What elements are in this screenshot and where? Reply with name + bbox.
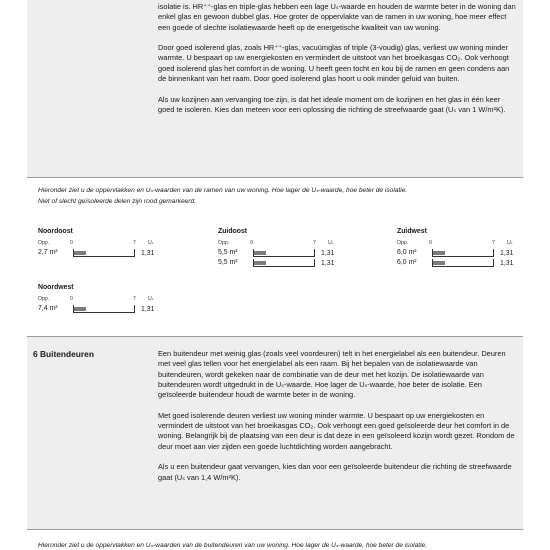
u-value-bar-fill <box>74 307 86 311</box>
u-value-bar-fill <box>433 251 445 255</box>
scale-u-label: Uₛ <box>507 240 513 246</box>
window-group-zuidwest <box>397 228 527 268</box>
scale-u-label: Uₛ <box>328 240 334 246</box>
window-scale <box>218 239 348 249</box>
scale-min: 0 <box>429 240 432 246</box>
window-u-value: 1,31 <box>321 259 335 267</box>
window-measurement-row <box>38 305 168 315</box>
window-area: 5,5 m² <box>218 258 238 266</box>
scale-label: Opp. <box>218 240 230 246</box>
windows-panel-intro <box>38 186 518 207</box>
scale-min: 0 <box>70 296 73 302</box>
windows-paragraph: isolatie is. HR⁺⁺-glas en triple-glas hebben een lage Uₛ-waarde en houden de warmte beter in de woning dan enkel glas en gewoon dubbel glas. Hoe groter de oppervlakte van de ramen in uw woning, hoe meer effect een goede of slechte isolatiewaarde heeft op de energetische kwaliteit van uw woning. <box>158 2 516 32</box>
u-value-bar <box>432 249 494 257</box>
u-value-bar-fill <box>74 251 86 255</box>
window-measurement-row <box>38 249 168 259</box>
window-measurement-row <box>397 249 527 259</box>
doors-paragraph: Een buitendeur met weinig glas (zoals veel voordeuren) telt in het energielabel als een buitendeur. Deuren met veel glas tellen voor het energielabel als een raam. Bij het bepalen van de isolatiewaarde van buitendeuren, wordt gekeken naar de combinatie van de deur met het kozijn. De isolatiewaarde van buitendeuren wordt uitgedrukt in de Uₛ-waarde. Hoe lager de Uₛ-waarde, hoe beter de isolatie. Een geïsoleerde buitendeur houdt de warmte beter in de woning. <box>158 349 506 400</box>
window-u-value: 1,31 <box>500 259 514 267</box>
scale-max: 7 <box>492 240 495 246</box>
u-value-bar <box>73 305 135 313</box>
window-area: 2,7 m² <box>38 249 58 256</box>
windows-section-text <box>158 2 518 115</box>
scale-min: 0 <box>70 240 73 246</box>
scale-max: 7 <box>133 296 136 302</box>
window-area: 5,5 m² <box>218 249 238 256</box>
window-measurement-row <box>218 259 348 269</box>
window-area: 6,0 m² <box>397 249 417 256</box>
window-group-noordoost <box>38 228 168 259</box>
window-group-title: Zuidwest <box>397 228 427 235</box>
window-scale <box>397 239 527 249</box>
section-heading-buitendeuren: 6 Buitendeuren <box>33 349 94 359</box>
scale-label: Opp. <box>38 296 50 302</box>
windows-panel-intro-line2: Niet of slecht geïsoleerde delen zijn rood gemarkeerd. <box>38 197 196 205</box>
window-measurement-row <box>218 249 348 259</box>
scale-min: 0 <box>250 240 253 246</box>
scale-u-label: Uₛ <box>148 296 154 302</box>
windows-panel-intro-line1: Hieronder ziet u de oppervlakken en Uₛ-waarden van de ramen van uw woning. Hoe lager de Uₛ-waarde, hoe beter de isolatie. <box>38 187 408 194</box>
windows-panel <box>27 177 523 337</box>
scale-max: 7 <box>313 240 316 246</box>
window-group-title: Zuidoost <box>218 228 248 235</box>
u-value-bar-fill <box>254 261 266 265</box>
window-area: 7,4 m² <box>38 305 58 312</box>
u-value-bar <box>73 249 135 257</box>
scale-max: 7 <box>133 240 136 246</box>
u-value-bar <box>432 259 494 267</box>
u-value-bar <box>253 249 315 257</box>
u-value-bar-fill <box>254 251 266 255</box>
scale-label: Opp. <box>397 240 409 246</box>
window-scale <box>38 239 168 249</box>
doors-section-text <box>158 349 518 483</box>
window-u-value: 1,31 <box>141 306 155 313</box>
window-group-title: Noordoost <box>38 228 73 235</box>
window-group-title: Noordwest <box>38 284 74 291</box>
window-measurement-row <box>397 259 527 269</box>
window-scale <box>38 295 168 305</box>
scale-u-label: Uₛ <box>148 240 154 246</box>
doors-paragraph: Als u een buitendeur gaat vervangen, kies dan voor een geïsoleerde buitendeur die richting de streefwaarde gaat (Uₛ van 1,4 W/m²K). <box>158 462 512 482</box>
window-group-noordwest <box>38 284 168 315</box>
u-value-bar-fill <box>433 261 445 265</box>
window-area: 6,0 m² <box>397 258 417 266</box>
window-u-value: 1,31 <box>321 250 335 257</box>
doors-panel-divider <box>27 529 523 530</box>
doors-paragraph: Met goed isolerende deuren verliest uw woning minder warmte. U bespaart op uw energiekosten en vermindert de uitstoot van het broeikasgas CO₂. Ook verhoogt een goed geïsoleerde deur het comfort in de woning. Belangrijk bij de plaatsing van een deur is dat deze in een geïsoleerd kozijn wordt gezet. Rondom de deur moet aan vier zijden een goede luchtdichting worden aangebracht. <box>158 410 515 451</box>
window-u-value: 1,31 <box>500 250 514 257</box>
windows-paragraph: Door goed isolerend glas, zoals HR⁺⁺-glas, vacuümglas of triple (3-voudig) glas, verliest uw woning minder warmte. U bespaart op uw energiekosten en vermindert de uitstoot van het broeikasgas CO₂. Ook verhoogt goed isolerend glas het comfort in de woning. U heeft geen tocht en kou bij de ramen en geen condens aan de binnenkant van het raam. Door goed isolerend glas hoort u ook minder geluid van buiten. <box>158 43 510 84</box>
windows-paragraph: Als uw kozijnen aan vervanging toe zijn, is dat het ideale moment om de kozijnen en het glas in één keer goed te isoleren. Kies dan meteen voor een oplossing die richting de streefwaarde gaat (Uₛ van 1 W/m²K). <box>158 94 506 114</box>
u-value-bar <box>253 259 315 267</box>
window-group-zuidoost <box>218 228 348 268</box>
window-u-value: 1,31 <box>141 250 155 257</box>
scale-label: Opp. <box>38 240 50 246</box>
doors-panel-intro: Hieronder ziet u de oppervlakken en Uₛ-waarden van de buitendeuren van uw woning. Hoe lager de Uₛ-waarde, hoe beter de isolatie. <box>38 542 428 549</box>
